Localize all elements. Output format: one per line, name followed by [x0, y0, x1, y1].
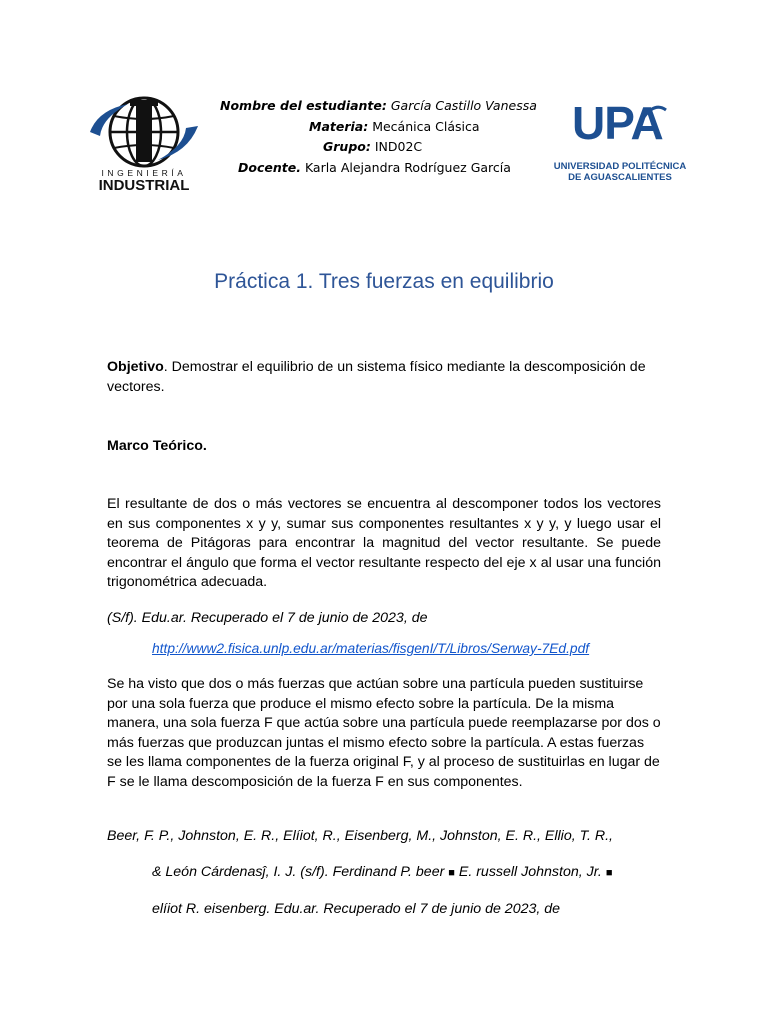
group-line: [323, 139, 422, 154]
subject-line: [309, 119, 480, 134]
upa-logo-line1: UNIVERSIDAD POLITÉCNICA: [553, 161, 687, 172]
objective-label: Objetivo: [107, 359, 164, 375]
student-label: Nombre del estudiante:: [220, 98, 387, 113]
upa-logo-line2: DE AGUASCALIENTES: [568, 172, 672, 183]
paragraph-2: Se ha visto que dos o más fuerzas que actúan sobre una partícula pueden sustituirse por una sola fuerza que produce el mismo efecto sobre la partícula. De la misma manera, una sola fuerza F que actúa sobre una partícula puede reemplazarse por dos o más fuerzas que produzcan juntas el mismo efecto sobre la partícula. A estas fuerzas se les llama componentes de la fuerza original F, y al proceso de sustituirlas en lugar de F se le llama descomposición de la fuerza F en sus componentes.: [107, 676, 661, 790]
citation-1-link[interactable]: http://www2.fisica.unlp.edu.ar/materias/fisgenI/T/Libros/Serway-7Ed.pdf: [152, 641, 590, 656]
student-line: [220, 98, 537, 113]
group-value: IND02C: [374, 139, 423, 154]
citation-1: (S/f). Edu.ar. Recuperado el 7 de junio de 2023, de: [107, 610, 428, 626]
citation-2-line-1: Beer, F. P., Johnston, E. R., Elíiot, R., Eisenberg, M., Johnston, E. R., Ellio, T. R.,: [107, 828, 613, 844]
paragraph-1: El resultante de dos o más vectores se encuentra al descomponer todos los vectores en sus componentes x y y, sumar sus componentes resultantes x y y, y luego usar el teorema de Pitágoras para encontrar la magnitud del vector resultante. Se puede encontrar el ángulo que forma el vector resultante respecto del eje x al usar una función trigonométrica adecuada.: [107, 496, 661, 590]
teacher-label: Docente.: [238, 160, 301, 175]
subject-value: Mecánica Clásica: [372, 119, 480, 134]
teacher-line: [238, 160, 511, 175]
citation-2-line-2b: E. russell Johnston, Jr.: [454, 864, 602, 880]
teacher-value: Karla Alejandra Rodríguez García: [304, 160, 511, 175]
subject-label: Materia:: [309, 119, 369, 134]
logo-left-line1: INGENIERÍA: [101, 168, 187, 178]
logo-left-line2: INDUSTRIAL: [98, 177, 190, 194]
upa-arc-icon: [643, 104, 667, 118]
objective-paragraph: [107, 358, 661, 397]
citation-2-line-2a: & León Cárdenasĵ, I. J. (s/f). Ferdinand P. beer: [152, 864, 445, 880]
citation-2-line-2: [152, 864, 612, 880]
citation-2-line-3: elíiot R. eisenberg. Edu.ar. Recuperado el 7 de junio de 2023, de: [152, 901, 561, 917]
ingenieria-industrial-logo: [88, 92, 200, 196]
group-label: Grupo:: [323, 139, 371, 154]
upa-logo-letters: UPA: [572, 97, 663, 149]
square-bullet-icon: ■: [448, 867, 455, 879]
square-bullet-icon: ■: [605, 867, 613, 879]
student-value: García Castillo Vanessa: [390, 98, 537, 113]
document-title: Práctica 1. Tres fuerzas en equilibrio: [214, 270, 554, 293]
section-heading-marco: Marco Teórico.: [107, 438, 207, 454]
objective-text: . Demostrar el equilibrio de un sistema físico mediante la descomposición de vectores.: [107, 359, 646, 395]
